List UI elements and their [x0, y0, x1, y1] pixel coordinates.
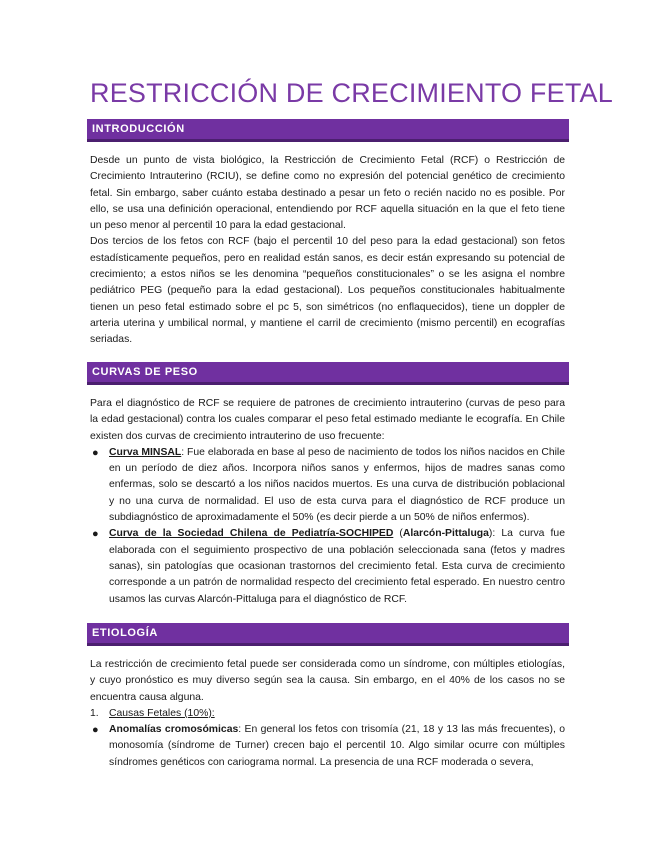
- curvas-paragraph-1: Para el diagnóstico de RCF se requiere de patrones de crecimiento intrauterino (curvas de peso para la edad gestacional) contra los cuales comparar el peso fetal estimado mediante le ecografía. En Chile existen dos curvas de crecimiento intrauterino de uso frecuente:: [90, 398, 565, 442]
- intro-paragraph-2: Dos tercios de los fetos con RCF (bajo el percentil 10 del peso para la edad gestacional) son fetos estadísticamente pequeños, pero en realidad están sanos, es decir están expresando su potencial de crecimiento; a estos niños se les denomina “pequeños constitucionales” o se les asigna el nombre pediátrico PEG (pequeño para la edad gestacional). Los pequeños constitucionales habitualmente tienen un peso fetal estimado sobre el pc 5, son simétricos (no enflaquecidos), tiene un doppler de arteria uterina y umbilical normal, y mantiene el carril de crecimiento (mismo percentil) en ecografías seriadas.: [90, 236, 565, 346]
- section-body-curvas-de-peso: [90, 396, 565, 608]
- item-text: : En general los fetos con trisomía (21, 18 y 13 las más frecuentes), o monosomía (síndrome de Turner) crecen bajo el percentil 10. Algo similar ocurre con múltiples síndromes genéticos con cariograma normal. La presencia de una RCF moderada o severa,: [109, 724, 565, 768]
- item-label: Curva de la Sociedad Chilena de Pediatría-SOCHIPED: [109, 528, 394, 540]
- item-label: Anomalías cromosómicas: [109, 724, 239, 736]
- section-body-etiologia: [90, 657, 565, 771]
- item-label-2: Alarcón-Pittaluga: [402, 528, 489, 540]
- page-title: RESTRICCIÓN DE CRECIMIENTO FETAL: [90, 78, 613, 108]
- item-label: Causas Fetales (10%):: [109, 707, 215, 719]
- numbered-item-causas-fetales: [90, 706, 565, 722]
- item-text-mid: (: [393, 528, 403, 540]
- item-text: : Fue elaborada en base al peso de nacimiento de todos los niños nacidos en Chile en un período de diez años. Incorpora niños sanos y enfermos, hijos de madres sanas como enfermas, solo se descartó a los niños nacidos muertos. Es una curva de distribución poblacional y no una curva de normalidad. El uso de esta curva para el diagnóstico de RCF produce un subdiagnóstico de aproximadamente el 50% (es decir pierde a un 50% de niños enfermos).: [109, 446, 566, 524]
- item-number: 1.: [90, 707, 99, 719]
- list-item-curva-sochiped: [90, 526, 565, 607]
- section-body-introduccion: [90, 153, 565, 349]
- section-heading-curvas-de-peso: CURVAS DE PESO: [87, 362, 569, 385]
- intro-paragraph-1: Desde un punto de vista biológico, la Restricción de Crecimiento Fetal (RCF) o Restricción de Crecimiento Intrauterino (RCIU), se define como no expresión del potencial genético de crecimiento fetal. Sin embargo, saber cuánto estaba destinado a pesar un feto o recién nacido no es posible. Por ello, se usa una definición operacional, entendiendo por RCF aquella situación en la que el feto tiene un peso menor al percentil 10 para la edad gestacional.: [90, 155, 565, 232]
- bullet-icon: ●: [92, 446, 99, 459]
- section-heading-introduccion: INTRODUCCIÓN: [87, 119, 569, 142]
- item-label: Curva MINSAL: [109, 446, 182, 458]
- bullet-icon: ●: [92, 528, 99, 541]
- item-text: ): La curva fue elaborada con el seguimiento prospectivo de una población seleccionada sana (fetos y madres sanas), sin patologías que ocasionan trastornos del crecimiento fetal. Esta curva de crecimiento corresponde a un patrón de normalidad respecto del crecimiento fetal esperado. En nuestro centro usamos las curvas Alarcón-Pittaluga para el diagnóstico de RCF.: [109, 528, 565, 605]
- bullet-icon: ●: [92, 724, 99, 737]
- list-item-anomalias-cromosomicas: [90, 722, 565, 771]
- list-item-curva-minsal: [90, 445, 565, 526]
- section-heading-etiologia: ETIOLOGÍA: [87, 623, 569, 646]
- etiologia-paragraph-1: La restricción de crecimiento fetal puede ser considerada como un síndrome, con múltiples etiologías, y cuyo pronóstico es muy diverso según sea la causa. Sin embargo, en el 40% de los casos no se encuentra causa alguna.: [90, 659, 565, 703]
